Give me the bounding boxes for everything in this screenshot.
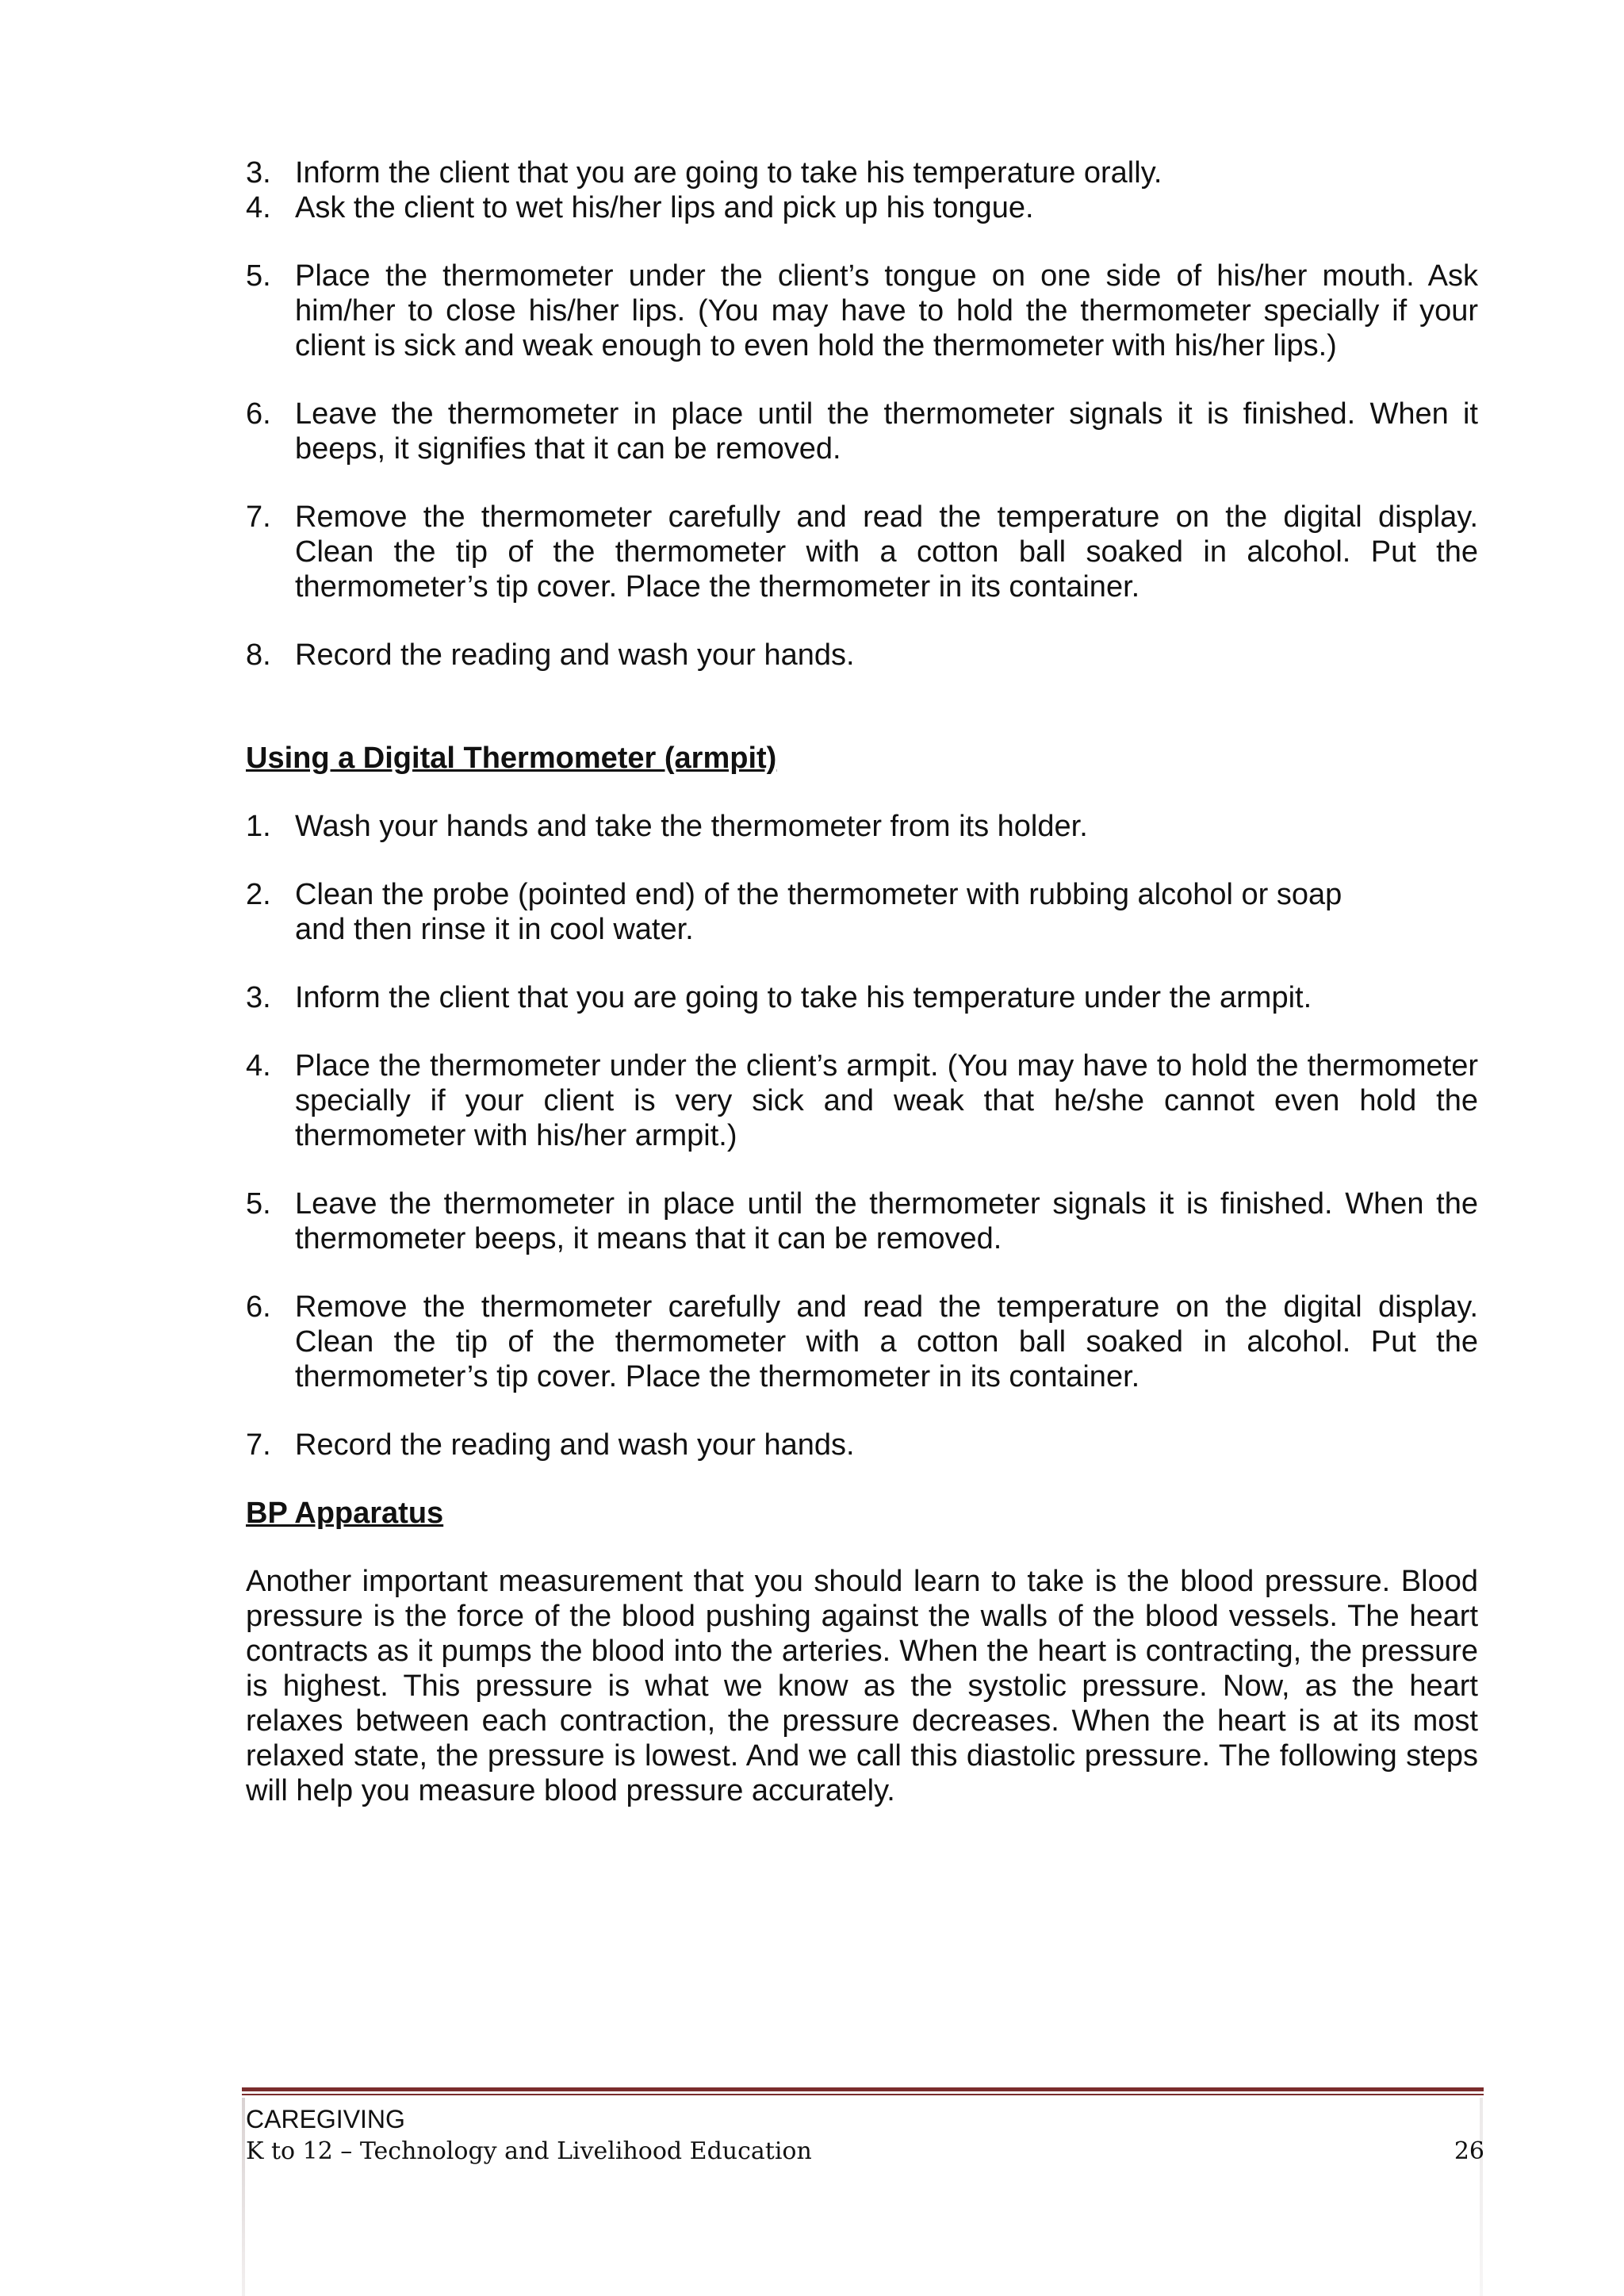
- footer-rule: [242, 2087, 1484, 2095]
- step-text: Place the thermometer under the client’s tongue on one side of his/her mouth. Ask him/her to close his/her lips. (You may have to hold the thermometer specially if your client is sick and weak enough to even hold the thermometer with his/her lips.): [295, 259, 1478, 362]
- step-number: 7.: [246, 500, 271, 534]
- armpit-step-6: [246, 1290, 1478, 1394]
- armpit-step-7: [246, 1428, 1478, 1462]
- step-text: Place the thermometer under the client’s armpit. (You may have to hold the thermometer specially if your client is very sick and weak that he/she cannot even hold the thermometer with his/her armpit.): [295, 1049, 1478, 1152]
- step-number: 5.: [246, 259, 271, 293]
- bp-paragraph: Another important measurement that you should learn to take is the blood pressure. Blood pressure is the force of the blood pushing against the walls of the blood vessels. The heart contracts as it pumps the blood into the arteries. When the heart is contracting, the pressure is highest. This pressure is what we know as the systolic pressure. Now, as the heart relaxes between each contraction, the pressure decreases. When the heart is at its most relaxed state, the pressure is lowest. And we call this diastolic pressure. The following steps will help you measure blood pressure accurately.: [246, 1565, 1478, 1807]
- step-text: Leave the thermometer in place until the thermometer signals it is finished. When the thermometer beeps, it means that it can be removed.: [295, 1187, 1478, 1255]
- step-number: 6.: [246, 1290, 271, 1324]
- step-text: Record the reading and wash your hands.: [295, 638, 855, 672]
- armpit-step-2: [246, 877, 1478, 947]
- footer-right-shade: [1480, 2098, 1483, 2296]
- step-number: 3.: [246, 156, 271, 190]
- step-text: Leave the thermometer in place until the thermometer signals it is finished. When it beeps, it signifies that it can be removed.: [295, 397, 1478, 466]
- step-text: Remove the thermometer carefully and read the temperature on the digital display. Clean the tip of the thermometer with a cotton ball soaked in alcohol. Put the thermometer’s tip cover. Place the thermometer in its container.: [295, 500, 1478, 604]
- step-number: 4.: [246, 191, 271, 224]
- step-number: 8.: [246, 638, 271, 672]
- oral-step-5: [246, 259, 1478, 363]
- armpit-step-5: [246, 1186, 1478, 1256]
- step-number: 1.: [246, 810, 271, 843]
- step-number: 5.: [246, 1187, 271, 1221]
- page-number: 26: [1454, 2137, 1484, 2165]
- page-content: [246, 155, 1478, 1808]
- step-text: Ask the client to wet his/her lips and pick up his tongue.: [295, 191, 1034, 224]
- armpit-section-heading: Using a Digital Thermometer (armpit): [246, 742, 777, 775]
- footer-subject: CAREGIVING: [246, 2105, 405, 2133]
- oral-step-4: [246, 190, 1478, 225]
- step-text: Remove the thermometer carefully and read the temperature on the digital display. Clean the tip of the thermometer with a cotton ball soaked in alcohol. Put the thermometer’s tip cover. Place the thermometer in its container.: [295, 1290, 1478, 1393]
- step-text: Inform the client that you are going to take his temperature under the armpit.: [295, 981, 1312, 1014]
- armpit-step-4: [246, 1048, 1478, 1153]
- step-number: 2.: [246, 878, 271, 911]
- step-number: 3.: [246, 981, 271, 1014]
- armpit-step-1: [246, 809, 1478, 844]
- step-number: 6.: [246, 397, 271, 431]
- footer-course: K to 12 – Technology and Livelihood Education: [246, 2137, 812, 2165]
- step-text: Wash your hands and take the thermometer from its holder.: [295, 810, 1088, 843]
- step-number: 4.: [246, 1049, 271, 1083]
- step-number: 7.: [246, 1428, 271, 1462]
- step-text: Clean the probe (pointed end) of the thermometer with rubbing alcohol or soap and then rinse it in cool water.: [295, 878, 1342, 946]
- oral-step-6: [246, 397, 1478, 466]
- oral-step-8: [246, 638, 1478, 673]
- footer-left-shade: [242, 2098, 245, 2296]
- armpit-step-3: [246, 980, 1478, 1015]
- bp-section-heading: BP Apparatus: [246, 1497, 444, 1530]
- step-text: Inform the client that you are going to take his temperature orally.: [295, 156, 1162, 190]
- oral-step-3: [246, 155, 1478, 190]
- step-text: Record the reading and wash your hands.: [295, 1428, 855, 1462]
- oral-step-7: [246, 500, 1478, 604]
